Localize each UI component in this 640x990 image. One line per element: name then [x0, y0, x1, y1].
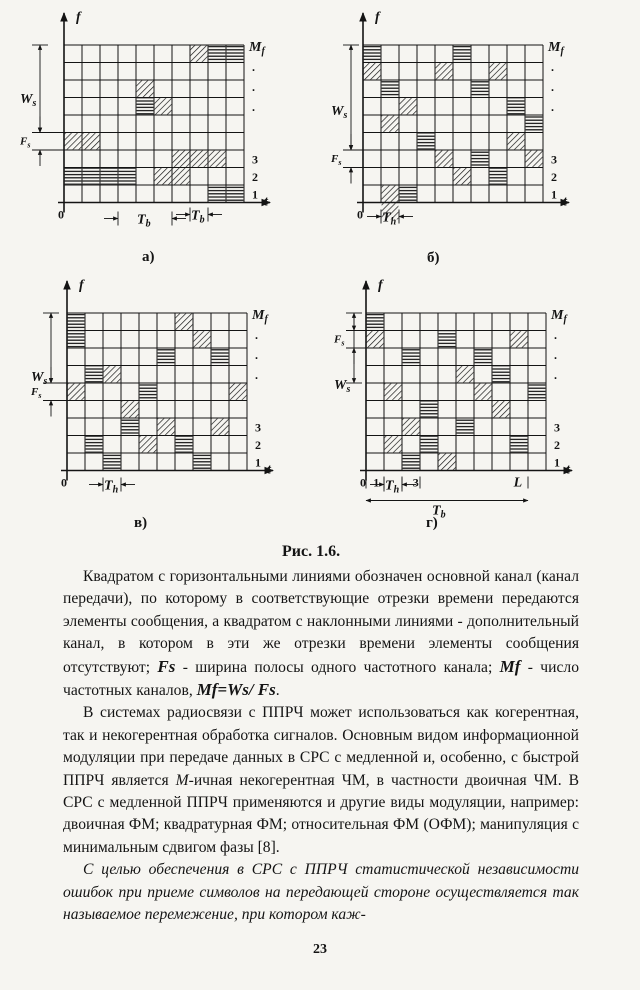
- main-channel-cell: [526, 116, 543, 132]
- f-axis-label: f: [378, 278, 383, 293]
- aux-channel-cell: [191, 46, 208, 62]
- aux-channel-cell: [155, 98, 172, 114]
- panel-label-a: а): [142, 249, 155, 265]
- ws-label: $W_s$: [20, 92, 37, 109]
- main-channel-cell: [176, 436, 193, 452]
- symbol-mf: Mf: [499, 656, 521, 676]
- paragraph-3: С целью обеспечения в СРС с ППРЧ статистической независимости ошибок при приеме символов на передающей стороне осуществляется так называемое перемежение, при котором каж-: [63, 861, 579, 924]
- main-channel-cell: [472, 151, 489, 167]
- main-channel-cell: [209, 46, 226, 62]
- aux-channel-cell: [382, 186, 399, 202]
- mf-label: $M_f$: [249, 40, 265, 57]
- aux-channel-cell: [439, 454, 456, 470]
- body-text: [63, 566, 579, 927]
- ellipsis-dot: .: [255, 328, 258, 342]
- main-channel-cell: [475, 349, 492, 365]
- aux-channel-cell: [367, 331, 384, 347]
- fs-label: $F_s$: [334, 333, 345, 348]
- aux-channel-cell: [385, 436, 402, 452]
- fs-label: $F_s$: [331, 153, 342, 167]
- main-channel-cell: [403, 349, 420, 365]
- ellipsis-dot: .: [554, 328, 557, 342]
- aux-channel-cell: [122, 401, 139, 417]
- ellipsis-dot: .: [255, 368, 258, 382]
- main-channel-cell: [68, 331, 85, 347]
- ellipsis-dot: .: [255, 348, 258, 362]
- mf-label: $M_f$: [548, 40, 564, 57]
- origin-label: 0: [357, 207, 363, 222]
- ellipsis-dot: .: [551, 80, 554, 94]
- panel-b: [330, 10, 569, 228]
- aux-channel-cell: [382, 116, 399, 132]
- panel-label-g: г): [426, 515, 438, 531]
- ellipsis-dot: .: [252, 80, 255, 94]
- main-channel-cell: [418, 133, 435, 149]
- origin-label: 0: [360, 475, 366, 490]
- main-channel-cell: [490, 168, 507, 184]
- aux-channel-cell: [191, 151, 208, 167]
- aux-channel-cell: [526, 151, 543, 167]
- aux-channel-cell: [68, 384, 85, 400]
- main-channel-cell: [83, 168, 100, 184]
- paragraph-2: [63, 702, 579, 859]
- fs-label: $F_s$: [31, 386, 42, 400]
- fs-label: $F_s$: [20, 135, 31, 150]
- th-dimension-g-label: $T_h$: [385, 478, 400, 496]
- main-channel-cell: [367, 314, 384, 330]
- main-channel-cell: [122, 419, 139, 435]
- aux-channel-cell: [508, 133, 525, 149]
- ellipsis-dot: .: [551, 100, 554, 114]
- ws-label: $W_s$: [331, 104, 348, 121]
- main-channel-cell: [403, 454, 420, 470]
- main-channel-cell: [227, 186, 244, 202]
- row-label-2: 2: [252, 170, 258, 184]
- aux-channel-cell: [173, 168, 190, 184]
- t-axis-label: t: [566, 462, 570, 478]
- page-number: 23: [313, 942, 327, 957]
- tb-dimension-g-label: $T_b$: [432, 503, 446, 521]
- p2-text-b: -ичная некогерентная ЧМ, в частности двоичная ЧМ. В СРС с медленной ППРЧ применяются и другие виды модуляции, например: двоичная ФМ; квадратурная ФМ; относительная ФМ (ОФМ); манипуляция с минимальным сдвигом фазы [8].: [63, 771, 580, 856]
- row-label-1: 1: [255, 455, 261, 470]
- aux-channel-cell: [155, 168, 172, 184]
- tb-dimension-a-label: $T_b$: [137, 212, 151, 230]
- t-axis-label: t: [264, 194, 268, 210]
- row-label-2: 2: [554, 438, 560, 452]
- f-axis-label: f: [76, 10, 81, 25]
- aux-channel-cell: [209, 151, 226, 167]
- panel-label-v: в): [134, 515, 148, 531]
- panel-v: [30, 278, 273, 496]
- f-axis-label: f: [79, 278, 84, 293]
- f-axis-label: f: [375, 10, 380, 25]
- main-channel-cell: [400, 186, 417, 202]
- main-channel-cell: [86, 436, 103, 452]
- row-label-3: 3: [252, 152, 258, 167]
- origin-label: 0: [58, 207, 64, 222]
- paragraph-1: [63, 566, 579, 702]
- main-channel-cell: [382, 81, 399, 97]
- row-label-1: 1: [252, 187, 258, 202]
- tb-dimension-a2-label: $T_b$: [191, 208, 205, 226]
- p1-text-c: - число частотных каналов,: [63, 658, 579, 700]
- ellipsis-dot: .: [252, 100, 255, 114]
- main-channel-cell: [140, 384, 157, 400]
- ellipsis-dot: .: [551, 60, 554, 74]
- ws-label: $W_s$: [31, 370, 48, 387]
- row-label-3: 3: [255, 420, 261, 435]
- aux-channel-cell: [436, 63, 453, 79]
- panel-a: [19, 10, 270, 230]
- main-channel-cell: [119, 168, 136, 184]
- t-axis-label: t: [563, 194, 567, 210]
- main-channel-cell: [493, 366, 510, 382]
- aux-channel-cell: [493, 401, 510, 417]
- main-channel-cell: [511, 436, 528, 452]
- mf-label: $M_f$: [252, 308, 268, 325]
- aux-channel-cell: [230, 384, 247, 400]
- aux-channel-cell: [83, 133, 100, 149]
- aux-channel-cell: [158, 419, 175, 435]
- aux-channel-cell: [457, 366, 474, 382]
- aux-channel-cell: [454, 168, 471, 184]
- main-channel-cell: [101, 168, 118, 184]
- main-channel-cell: [508, 98, 525, 114]
- symbol-m: М: [175, 771, 189, 789]
- ws-label: $W_s$: [334, 378, 351, 395]
- main-channel-cell: [104, 454, 121, 470]
- aux-channel-cell: [104, 366, 121, 382]
- main-channel-cell: [158, 349, 175, 365]
- th-dimension-v-label: $T_h$: [104, 478, 119, 496]
- main-channel-cell: [529, 384, 546, 400]
- th-dimension-b-label: $T_h$: [382, 210, 397, 228]
- mf-label: $M_f$: [551, 308, 567, 325]
- aux-channel-cell: [436, 151, 453, 167]
- aux-channel-cell: [403, 419, 420, 435]
- figure-caption: Рис. 1.6.: [282, 543, 341, 560]
- ellipsis-dot: .: [554, 368, 557, 382]
- ellipsis-dot: .: [252, 60, 255, 74]
- main-channel-cell: [421, 436, 438, 452]
- origin-label: 0: [61, 475, 67, 490]
- panel-label-b: б): [427, 250, 440, 266]
- panel-g: [333, 278, 572, 521]
- aux-channel-cell: [176, 314, 193, 330]
- row-label-3: 3: [554, 420, 560, 435]
- main-channel-cell: [472, 81, 489, 97]
- aux-channel-cell: [364, 63, 381, 79]
- row-label-3: 3: [551, 152, 557, 167]
- aux-channel-cell: [490, 63, 507, 79]
- p1-text-b: - ширина полосы одного частотного канала;: [175, 658, 500, 676]
- tick-1: 1: [373, 475, 380, 490]
- main-channel-cell: [457, 419, 474, 435]
- aux-channel-cell: [194, 331, 211, 347]
- main-channel-cell: [65, 168, 82, 184]
- aux-channel-cell: [212, 419, 229, 435]
- main-channel-cell: [209, 186, 226, 202]
- aux-channel-cell: [140, 436, 157, 452]
- tick-3: 3: [412, 475, 419, 490]
- aux-channel-cell: [65, 133, 82, 149]
- row-label-2: 2: [551, 170, 557, 184]
- ellipsis-dot: .: [554, 348, 557, 362]
- main-channel-cell: [421, 401, 438, 417]
- main-channel-cell: [137, 98, 154, 114]
- t-axis-label: t: [267, 462, 271, 478]
- main-channel-cell: [194, 454, 211, 470]
- row-label-2: 2: [255, 438, 261, 452]
- p1-text-a: Квадратом с горизонтальными линиями обозначен основной канал (канал передачи), по которому в соответствующие отрезки времени передаются элементы сообщения, а квадратом с наклонными линиями - дополнительный канал, в котором в эти же отрезки времени элементы сообщения отсутствуют;: [63, 568, 579, 676]
- aux-channel-cell: [137, 81, 154, 97]
- main-channel-cell: [86, 366, 103, 382]
- aux-channel-cell: [385, 384, 402, 400]
- main-channel-cell: [68, 314, 85, 330]
- main-channel-cell: [212, 349, 229, 365]
- row-label-1: 1: [551, 187, 557, 202]
- aux-channel-cell: [511, 331, 528, 347]
- aux-channel-cell: [400, 98, 417, 114]
- p1-text-d: .: [275, 682, 280, 700]
- tick-L: L: [513, 475, 523, 491]
- main-channel-cell: [454, 46, 471, 62]
- main-channel-cell: [227, 46, 244, 62]
- main-channel-cell: [439, 331, 456, 347]
- p2-text-a: В системах радиосвязи с ППРЧ может использоваться как когерентная, так и некогерентная обработка сигналов. Основным видом информационной модуляции при передаче данных в СРС с медленной и, особенно, с быстрой ППРЧ является: [63, 704, 579, 789]
- row-label-1: 1: [554, 455, 560, 470]
- aux-channel-cell: [173, 151, 190, 167]
- main-channel-cell: [364, 46, 381, 62]
- aux-channel-cell: [475, 384, 492, 400]
- symbol-fs: Fs: [157, 656, 176, 676]
- formula-mf: Mf=Ws/ Fs: [196, 680, 276, 700]
